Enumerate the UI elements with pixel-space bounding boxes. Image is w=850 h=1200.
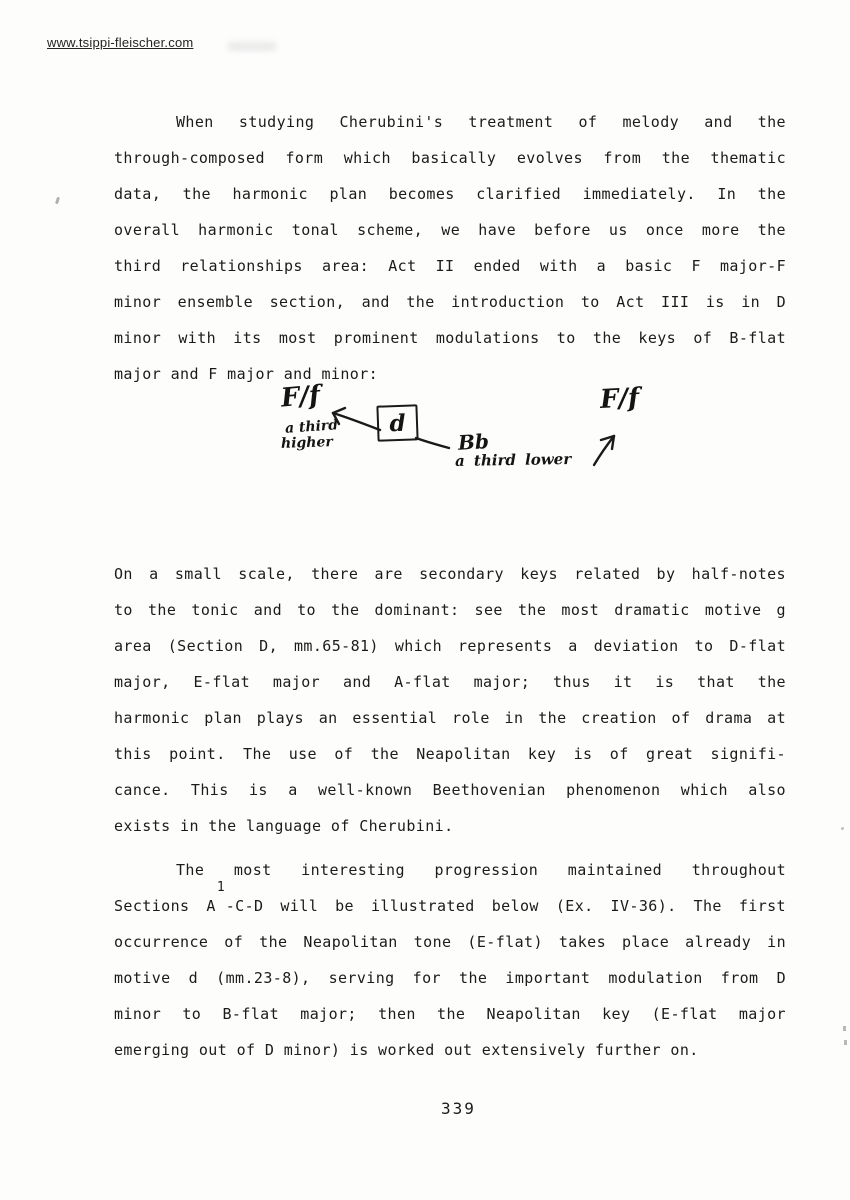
text-line: this point. The use of the Neapolitan key is of great signifi- bbox=[114, 745, 786, 763]
scan-artifact bbox=[228, 42, 276, 51]
scan-artifact bbox=[841, 827, 844, 830]
text-line: When studying Cherubini's treatment of melody and the bbox=[176, 113, 786, 131]
arrow-up-left-icon bbox=[325, 404, 383, 436]
text-line: third relationships area: Act II ended with a basic F major-F bbox=[114, 257, 786, 275]
text-segment: Sections A bbox=[114, 897, 216, 915]
key-label-f-major-minor-left: F/f bbox=[279, 380, 322, 414]
text-line: through-composed form which basically evolves from the thematic bbox=[114, 149, 786, 167]
caption-higher: higher bbox=[280, 434, 334, 452]
connector-dash bbox=[413, 434, 453, 452]
page-number: 339 bbox=[441, 1099, 476, 1118]
website-link[interactable]: www.tsippi-fleischer.com bbox=[47, 35, 194, 50]
motive-d-label: d bbox=[388, 409, 407, 437]
text-line: harmonic plan plays an essential role in the creation of drama at bbox=[114, 709, 786, 727]
text-line: exists in the language of Cherubini. bbox=[114, 817, 454, 835]
paragraph-3 bbox=[114, 852, 786, 1068]
motive-d-box bbox=[376, 404, 418, 441]
text-line: occurrence of the Neapolitan tone (E-flat) takes place already in bbox=[114, 933, 786, 951]
scan-artifact bbox=[843, 1026, 846, 1031]
scan-artifact bbox=[844, 1040, 847, 1045]
scan-artifact bbox=[55, 197, 60, 205]
text-line: major, E-flat major and A-flat major; thus it is that the bbox=[114, 673, 786, 691]
text-line: On a small scale, there are secondary keys related by half-notes bbox=[114, 565, 786, 583]
text-line-with-superscript bbox=[114, 880, 786, 924]
text-line: emerging out of D minor) is worked out extensively further on. bbox=[114, 1041, 699, 1059]
text-line: to the tonic and to the dominant: see the most dramatic motive g bbox=[114, 601, 786, 619]
text-line: overall harmonic tonal scheme, we have before us once more the bbox=[114, 221, 786, 239]
text-line: data, the harmonic plan becomes clarified immediately. In the bbox=[114, 185, 786, 203]
text-line: cance. This is a well-known Beethovenian phenomenon which also bbox=[114, 781, 786, 799]
paragraph-1 bbox=[114, 104, 786, 392]
text-segment: -C-D will be illustrated below (Ex. IV-36). The first bbox=[225, 897, 786, 915]
paragraph-2 bbox=[114, 556, 786, 844]
footnote-superscript: 1 bbox=[216, 880, 225, 895]
text-line: area (Section D, mm.65-81) which represents a deviation to D-flat bbox=[114, 637, 786, 655]
caption-a-third: a third bbox=[284, 417, 339, 437]
text-line: major and F major and minor: bbox=[114, 365, 379, 383]
text-line: minor ensemble section, and the introduction to Act III is in D bbox=[114, 293, 786, 311]
text-line: The most interesting progression maintained throughout bbox=[176, 861, 786, 879]
text-line: minor with its most prominent modulations to the keys of B-flat bbox=[114, 329, 786, 347]
arrow-up-right-icon bbox=[586, 427, 626, 469]
key-label-b-flat: Bb bbox=[457, 429, 490, 455]
caption-a-third-lower: a third lower bbox=[454, 449, 572, 471]
text-line: motive d (mm.23-8), serving for the important modulation from D bbox=[114, 969, 786, 987]
key-label-f-major-minor-right: F/f bbox=[599, 382, 640, 416]
text-line: minor to B-flat major; then the Neapolitan key (E-flat major bbox=[114, 1005, 786, 1023]
